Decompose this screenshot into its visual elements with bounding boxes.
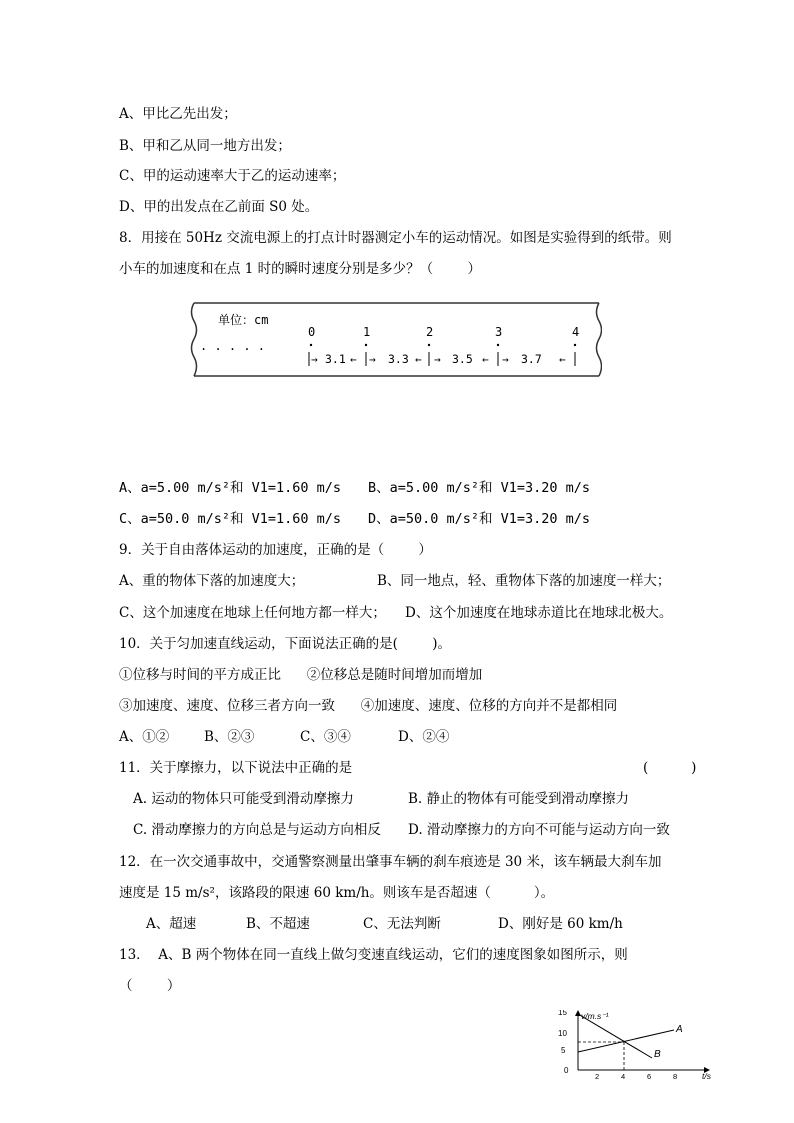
- q8-option-b: B、a=5.00 m/s²和 V1=3.20 m/s: [368, 480, 591, 496]
- svg-text:←: ←: [415, 353, 422, 366]
- q7-option-d: D、甲的出发点在乙前面 S0 处。: [119, 199, 319, 215]
- graph-ytick-15: 15: [558, 1010, 567, 1017]
- svg-text:←: ←: [350, 353, 357, 366]
- graph-origin: 0: [564, 1066, 569, 1075]
- q12-option-d: D、刚好是 60 km/h: [498, 916, 623, 932]
- q10-option-c: C、③④: [300, 729, 351, 745]
- q11-answer-paren: ( ): [643, 760, 697, 776]
- q9-option-a: A、重的物体下落的加速度大；: [119, 573, 305, 589]
- q8-option-a: A、a=5.00 m/s²和 V1=1.60 m/s: [119, 480, 342, 496]
- tape-segment-2: 3.3: [388, 352, 409, 366]
- tape-point-0: 0: [308, 325, 316, 339]
- tape-point-3: 3: [495, 325, 503, 339]
- q13-stem-line1: 13． A、B 两个物体在同一直线上做匀变速直线运动，它们的速度图象如图所示，则: [119, 947, 628, 963]
- graph-ylabel: v/m.s⁻¹: [581, 1011, 609, 1021]
- graph-xtick-4: 4: [621, 1072, 626, 1081]
- graph-ytick-10: 10: [558, 1029, 567, 1038]
- q10-option-b: B、②③: [204, 729, 255, 745]
- q12-option-c: C、无法判断: [363, 916, 441, 932]
- graph-xtick-8: 8: [673, 1072, 678, 1081]
- q9-option-b: B、同一地点，轻、重物体下落的加速度一样大；: [377, 573, 671, 589]
- q7-option-b: B、甲和乙从同一地方出发；: [119, 138, 291, 154]
- q10-option-a: A、①②: [119, 729, 170, 745]
- q10-statements-1: ①位移与时间的平方成正比 ②位移总是随时间增加而增加: [119, 667, 483, 683]
- q13-stem-line2: （ ）: [119, 978, 181, 994]
- q12-option-a: A、超速: [146, 916, 197, 932]
- graph-xtick-2: 2: [595, 1072, 600, 1081]
- tape-leading-dots: . . . . .: [200, 339, 266, 353]
- q8-option-d: D、a=50.0 m/s²和 V1=3.20 m/s: [368, 511, 591, 527]
- tape-segment-4: 3.7: [521, 352, 542, 366]
- svg-text:→: →: [369, 353, 376, 366]
- q9-option-d: D、这个加速度在地球赤道比在地球北极大。: [405, 605, 673, 621]
- tape-unit-label: 单位：cm: [218, 313, 269, 327]
- svg-text:→: →: [502, 353, 509, 366]
- q7-option-c: C、甲的运动速率大于乙的运动速率；: [119, 168, 346, 184]
- q8-option-c: C、a=50.0 m/s²和 V1=1.60 m/s: [119, 511, 342, 527]
- q9-option-c: C、这个加速度在地球上任何地方都一样大；: [119, 605, 386, 621]
- q11-stem: 11．关于摩擦力，以下说法中正确的是: [119, 760, 353, 776]
- q11-option-a: A. 运动的物体只可能受到滑动摩擦力: [133, 791, 354, 807]
- tape-segment-1: 3.1: [325, 352, 346, 366]
- tape-point-2: 2: [426, 325, 434, 339]
- graph-xlabel: t/s: [702, 1071, 711, 1081]
- velocity-time-graph: [556, 1010, 716, 1090]
- graph-ytick-5: 5: [561, 1046, 566, 1055]
- q12-option-b: B、不超速: [246, 916, 310, 932]
- q10-option-d: D、②④: [398, 729, 450, 745]
- q11-option-c: C. 滑动摩擦力的方向总是与运动方向相反: [133, 822, 381, 838]
- q10-statements-2: ③加速度、速度、位移三者方向一致 ④加速度、速度、位移的方向并不是都相同: [119, 698, 618, 714]
- svg-text:←: ←: [482, 353, 489, 366]
- svg-text:→: →: [434, 353, 441, 366]
- q11-option-d: D. 滑动摩擦力的方向不可能与运动方向一致: [408, 822, 670, 838]
- tape-point-1: 1: [363, 325, 371, 339]
- q12-stem-line1: 12．在一次交通事故中，交通警察测量出肇事车辆的刹车痕迹是 30 米，该车辆最大刹车加: [119, 854, 662, 870]
- tape-point-4: 4: [572, 325, 580, 339]
- q8-stem-line1: 8．用接在 50Hz 交流电源上的打点计时器测定小车的运动情况。如图是实验得到的纸带。则: [119, 230, 672, 246]
- q8-stem-line2: 小车的加速度和在点 1 时的瞬时速度分别是多少？（ ）: [119, 261, 482, 277]
- graph-line-a-label: A: [676, 1024, 683, 1035]
- graph-line-b-label: B: [654, 1049, 661, 1060]
- q11-option-b: B. 静止的物体有可能受到滑动摩擦力: [408, 791, 630, 807]
- q10-stem: 10．关于匀加速直线运动，下面说法正确的是( )。: [119, 636, 452, 652]
- q12-stem-line2: 速度是 15 m/s²，该路段的限速 60 km/h。则该车是否超速（ ）。: [119, 885, 555, 901]
- svg-text:←: ←: [559, 353, 566, 366]
- svg-text:→: →: [311, 353, 318, 366]
- q7-option-a: A、甲比乙先出发；: [119, 106, 237, 122]
- tape-segment-3: 3.5: [452, 352, 473, 366]
- paper-tape-figure: [190, 300, 602, 378]
- graph-line-b: [578, 1014, 652, 1058]
- q9-stem: 9．关于自由落体运动的加速度，正确的是（ ）: [119, 542, 432, 558]
- graph-xtick-6: 6: [647, 1072, 652, 1081]
